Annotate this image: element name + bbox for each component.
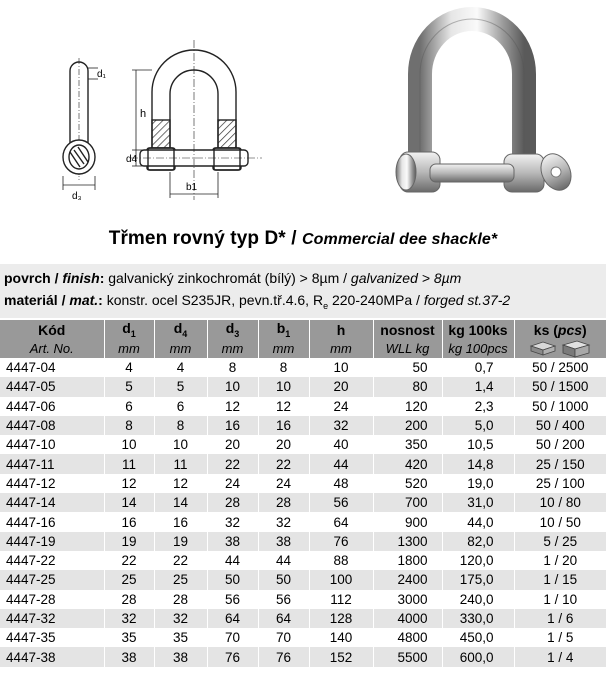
table-row	[0, 570, 606, 589]
cell-code: 4447-11	[0, 454, 104, 473]
cell-kg: 240,0	[442, 590, 514, 609]
cell-ks: 25 / 100	[514, 474, 606, 493]
cell-code: 4447-06	[0, 397, 104, 416]
cell-wll: 200	[373, 416, 442, 435]
cell-h: 48	[309, 474, 373, 493]
cell-kg: 1,4	[442, 377, 514, 396]
cell-kg: 120,0	[442, 551, 514, 570]
cell-code: 4447-16	[0, 512, 104, 531]
cell-code: 4447-14	[0, 493, 104, 512]
table-row	[0, 435, 606, 454]
cell-ks: 25 / 150	[514, 454, 606, 473]
cell-b1: 8	[258, 358, 309, 377]
cell-code: 4447-28	[0, 590, 104, 609]
cell-d4: 16	[154, 512, 207, 531]
shackle-photo	[380, 4, 580, 216]
spec-material-row: materiál / mat.: konstr. ocel S235JR, pevn.tř.4.6, $R_e$ 220-240MPa / forged st.37-2	[4, 292, 511, 311]
cell-d1: 10	[104, 435, 154, 454]
cell-d3: 22	[207, 454, 258, 473]
cell-wll: 50	[373, 358, 442, 377]
cell-code: 4447-38	[0, 647, 104, 666]
cell-ks: 1 / 6	[514, 609, 606, 628]
cell-ks: 10 / 50	[514, 512, 606, 531]
cell-b1: 12	[258, 397, 309, 416]
cell-h: 64	[309, 512, 373, 531]
header-subrow	[0, 339, 606, 358]
cell-d3: 38	[207, 532, 258, 551]
cell-d4: 5	[154, 377, 207, 396]
cell-kg: 44,0	[442, 512, 514, 531]
cell-d1: 12	[104, 474, 154, 493]
cell-d3: 44	[207, 551, 258, 570]
cell-d3: 24	[207, 474, 258, 493]
cell-b1: 70	[258, 628, 309, 647]
small-box-icon	[529, 340, 557, 356]
table-row	[0, 416, 606, 435]
cell-d1: 35	[104, 628, 154, 647]
product-table	[0, 320, 606, 667]
col-b1-unit: mm	[258, 339, 309, 358]
cell-ks: 50 / 400	[514, 416, 606, 435]
cell-ks: 50 / 2500	[514, 358, 606, 377]
finish-label: povrch / finish:	[4, 270, 105, 286]
col-d4: $d_4$	[154, 320, 207, 339]
cell-ks: 1 / 4	[514, 647, 606, 666]
cell-h: 32	[309, 416, 373, 435]
cell-d3: 16	[207, 416, 258, 435]
cell-ks: 5 / 25	[514, 532, 606, 551]
material-value-cz: konstr. ocel S235JR, pevn.tř.4.6, $R_e$ 220-240MPa	[106, 292, 413, 311]
cell-wll: 4800	[373, 628, 442, 647]
cell-code: 4447-32	[0, 609, 104, 628]
cell-d1: 14	[104, 493, 154, 512]
cell-d4: 4	[154, 358, 207, 377]
large-box-icon	[561, 340, 591, 358]
label-d3: d₃	[72, 191, 82, 202]
cell-d1: 6	[104, 397, 154, 416]
cell-wll: 420	[373, 454, 442, 473]
spec-block	[0, 264, 606, 318]
col-ks: ks (pcs)	[514, 320, 606, 339]
cell-wll: 80	[373, 377, 442, 396]
table-row	[0, 454, 606, 473]
col-h-unit: mm	[309, 339, 373, 358]
cell-kg: 175,0	[442, 570, 514, 589]
cell-b1: 56	[258, 590, 309, 609]
cell-d3: 20	[207, 435, 258, 454]
cell-d4: 10	[154, 435, 207, 454]
table-row	[0, 647, 606, 666]
table-body	[0, 358, 606, 667]
cell-b1: 44	[258, 551, 309, 570]
cell-b1: 38	[258, 532, 309, 551]
side-view	[63, 58, 98, 190]
label-d4: d4	[126, 154, 138, 165]
cell-b1: 64	[258, 609, 309, 628]
cell-wll: 120	[373, 397, 442, 416]
cell-ks: 1 / 5	[514, 628, 606, 647]
cell-b1: 20	[258, 435, 309, 454]
cell-wll: 1800	[373, 551, 442, 570]
col-kod-sub: Art. No.	[0, 339, 104, 358]
cell-code: 4447-08	[0, 416, 104, 435]
col-wll-sub: WLL kg	[373, 339, 442, 358]
cell-d4: 14	[154, 493, 207, 512]
cell-b1: 22	[258, 454, 309, 473]
cell-ks: 50 / 1500	[514, 377, 606, 396]
cell-wll: 5500	[373, 647, 442, 666]
cell-kg: 330,0	[442, 609, 514, 628]
cell-kg: 2,3	[442, 397, 514, 416]
label-d1: d₁	[97, 69, 106, 80]
col-kg: kg 100ks	[442, 320, 514, 339]
cell-d1: 19	[104, 532, 154, 551]
cell-wll: 900	[373, 512, 442, 531]
cell-d4: 25	[154, 570, 207, 589]
cell-code: 4447-12	[0, 474, 104, 493]
cell-d1: 5	[104, 377, 154, 396]
col-d3: $d_3$	[207, 320, 258, 339]
cell-d1: 8	[104, 416, 154, 435]
cell-d3: 64	[207, 609, 258, 628]
table-row	[0, 474, 606, 493]
cell-b1: 32	[258, 512, 309, 531]
cell-d4: 22	[154, 551, 207, 570]
cell-wll: 2400	[373, 570, 442, 589]
material-label: materiál / mat.:	[4, 292, 103, 308]
spec-finish-row: povrch / finish: galvanický zinkochromát (bílý) > 8µm / galvanized > 8µm	[4, 270, 462, 286]
col-d4-unit: mm	[154, 339, 207, 358]
table-row	[0, 628, 606, 647]
cell-h: 76	[309, 532, 373, 551]
cell-h: 100	[309, 570, 373, 589]
cell-d1: 4	[104, 358, 154, 377]
cell-h: 56	[309, 493, 373, 512]
cell-b1: 50	[258, 570, 309, 589]
page-title	[0, 228, 606, 250]
table-row	[0, 532, 606, 551]
cell-d3: 8	[207, 358, 258, 377]
finish-value-cz: galvanický zinkochromát (bílý) > 8µm	[108, 270, 340, 286]
cell-b1: 16	[258, 416, 309, 435]
title-separator: /	[291, 228, 297, 249]
cell-code: 4447-25	[0, 570, 104, 589]
cell-h: 24	[309, 397, 373, 416]
cell-d3: 50	[207, 570, 258, 589]
cell-code: 4447-04	[0, 358, 104, 377]
cell-kg: 5,0	[442, 416, 514, 435]
col-d1-unit: mm	[104, 339, 154, 358]
table-row	[0, 358, 606, 377]
col-h: h	[309, 320, 373, 339]
cell-h: 128	[309, 609, 373, 628]
cell-d1: 32	[104, 609, 154, 628]
cell-wll: 1300	[373, 532, 442, 551]
cell-code: 4447-35	[0, 628, 104, 647]
finish-value-en: galvanized > 8µm	[350, 270, 462, 286]
cell-d1: 25	[104, 570, 154, 589]
cell-code: 4447-05	[0, 377, 104, 396]
cell-h: 44	[309, 454, 373, 473]
cell-d3: 56	[207, 590, 258, 609]
cell-wll: 4000	[373, 609, 442, 628]
cell-h: 20	[309, 377, 373, 396]
cell-d1: 16	[104, 512, 154, 531]
cell-d4: 6	[154, 397, 207, 416]
cell-h: 140	[309, 628, 373, 647]
col-ks-icons	[514, 339, 606, 358]
cell-kg: 450,0	[442, 628, 514, 647]
cell-b1: 24	[258, 474, 309, 493]
col-kg-sub: kg 100pcs	[442, 339, 514, 358]
cell-ks: 1 / 20	[514, 551, 606, 570]
cell-h: 88	[309, 551, 373, 570]
cell-code: 4447-22	[0, 551, 104, 570]
table-row	[0, 377, 606, 396]
cell-h: 152	[309, 647, 373, 666]
cell-kg: 14,8	[442, 454, 514, 473]
cell-wll: 350	[373, 435, 442, 454]
col-wll: nosnost	[373, 320, 442, 339]
cell-d4: 28	[154, 590, 207, 609]
label-b1: b1	[186, 182, 198, 193]
cell-wll: 3000	[373, 590, 442, 609]
cell-wll: 520	[373, 474, 442, 493]
cell-d1: 28	[104, 590, 154, 609]
table-row	[0, 551, 606, 570]
col-d3-unit: mm	[207, 339, 258, 358]
cell-kg: 0,7	[442, 358, 514, 377]
cell-d3: 12	[207, 397, 258, 416]
cell-d1: 38	[104, 647, 154, 666]
title-cz: Třmen rovný typ D*	[108, 228, 286, 249]
table-row	[0, 590, 606, 609]
title-en: Commercial dee shackle*	[301, 231, 498, 248]
cell-d4: 38	[154, 647, 207, 666]
front-view	[130, 40, 262, 200]
cell-h: 10	[309, 358, 373, 377]
cell-ks: 1 / 15	[514, 570, 606, 589]
cell-ks: 50 / 1000	[514, 397, 606, 416]
cell-b1: 28	[258, 493, 309, 512]
cell-d4: 12	[154, 474, 207, 493]
cell-d3: 28	[207, 493, 258, 512]
cell-ks: 1 / 10	[514, 590, 606, 609]
cell-d1: 22	[104, 551, 154, 570]
cell-code: 4447-19	[0, 532, 104, 551]
cell-d4: 8	[154, 416, 207, 435]
cell-d4: 19	[154, 532, 207, 551]
cell-kg: 31,0	[442, 493, 514, 512]
cell-kg: 600,0	[442, 647, 514, 666]
cell-d4: 35	[154, 628, 207, 647]
cell-d3: 10	[207, 377, 258, 396]
table-row	[0, 493, 606, 512]
col-b1: $b_1$	[258, 320, 309, 339]
table-row	[0, 397, 606, 416]
label-h: h	[140, 108, 147, 120]
cell-d4: 32	[154, 609, 207, 628]
cell-d3: 32	[207, 512, 258, 531]
cell-h: 112	[309, 590, 373, 609]
cell-kg: 82,0	[442, 532, 514, 551]
table-row	[0, 609, 606, 628]
technical-drawing	[0, 0, 300, 215]
cell-b1: 10	[258, 377, 309, 396]
table-row	[0, 512, 606, 531]
col-kod: Kód	[0, 320, 104, 339]
cell-d3: 76	[207, 647, 258, 666]
col-d1: $d_1$	[104, 320, 154, 339]
cell-d3: 70	[207, 628, 258, 647]
cell-ks: 50 / 200	[514, 435, 606, 454]
cell-b1: 76	[258, 647, 309, 666]
cell-code: 4447-10	[0, 435, 104, 454]
cell-ks: 10 / 80	[514, 493, 606, 512]
cell-h: 40	[309, 435, 373, 454]
cell-kg: 19,0	[442, 474, 514, 493]
cell-d4: 11	[154, 454, 207, 473]
cell-wll: 700	[373, 493, 442, 512]
header-row	[0, 320, 606, 339]
cell-kg: 10,5	[442, 435, 514, 454]
cell-d1: 11	[104, 454, 154, 473]
material-value-en: forged st.37-2	[423, 292, 511, 308]
